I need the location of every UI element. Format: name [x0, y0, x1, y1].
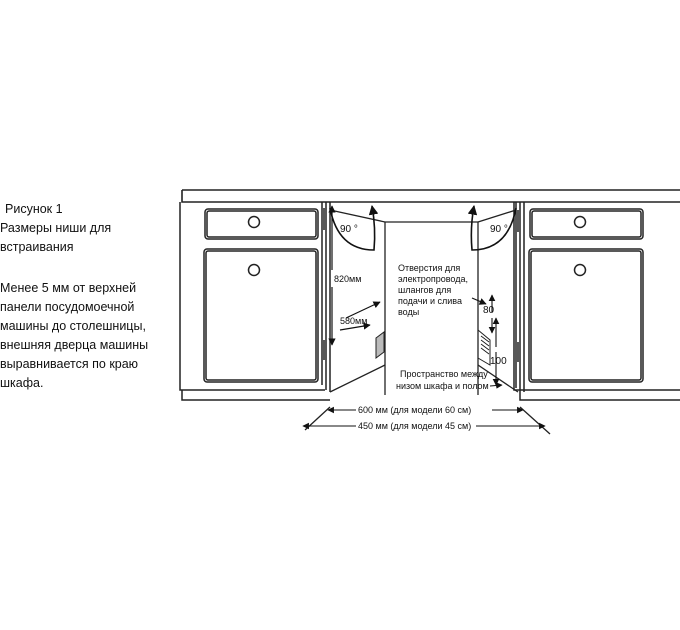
dim-100-label: 100 — [490, 356, 507, 367]
door-knob-icon — [575, 265, 586, 276]
gap-label-line: Пространство между — [400, 369, 488, 379]
drawer-knob-icon — [249, 217, 260, 228]
width-45-label: 450 мм (для модели 45 см) — [358, 421, 472, 431]
holes-label-line: электропровода, — [398, 274, 468, 284]
holes-pointer — [472, 298, 486, 304]
depth-label: 580мм — [340, 316, 368, 326]
door-knob-icon — [249, 265, 260, 276]
width-60-label: 600 мм (для модели 60 см) — [358, 405, 472, 415]
angle-left-label: 90 ° — [340, 224, 358, 235]
holes-label-line: воды — [398, 307, 420, 317]
drawer-knob-icon — [575, 217, 586, 228]
dim-80-label: 80 — [483, 305, 495, 316]
holes-label-line: подачи и слива — [398, 296, 462, 306]
figure-title: Рисунок 1 — [5, 202, 63, 216]
gap-label-line: низом шкафа и полом — [396, 381, 489, 391]
height-label: 820мм — [334, 274, 362, 284]
figure-caption: Размеры ниши для встраивания — [0, 221, 112, 254]
holes-label-line: шлангов для — [398, 285, 452, 295]
right-cabinet — [514, 202, 680, 400]
installation-note: Менее 5 мм от верхней панели посудомоечной машины до столешницы, внешняя дверца машины выравнивается по краю шкафа. — [0, 281, 149, 390]
left-cabinet — [180, 202, 330, 400]
holes-label — [398, 263, 470, 317]
countertop — [182, 190, 680, 202]
holes-label-line: Отверстия для — [398, 263, 461, 273]
gap-pointer — [490, 385, 502, 386]
gap-label — [396, 369, 490, 391]
angle-right-label: 90 ° — [490, 224, 508, 235]
